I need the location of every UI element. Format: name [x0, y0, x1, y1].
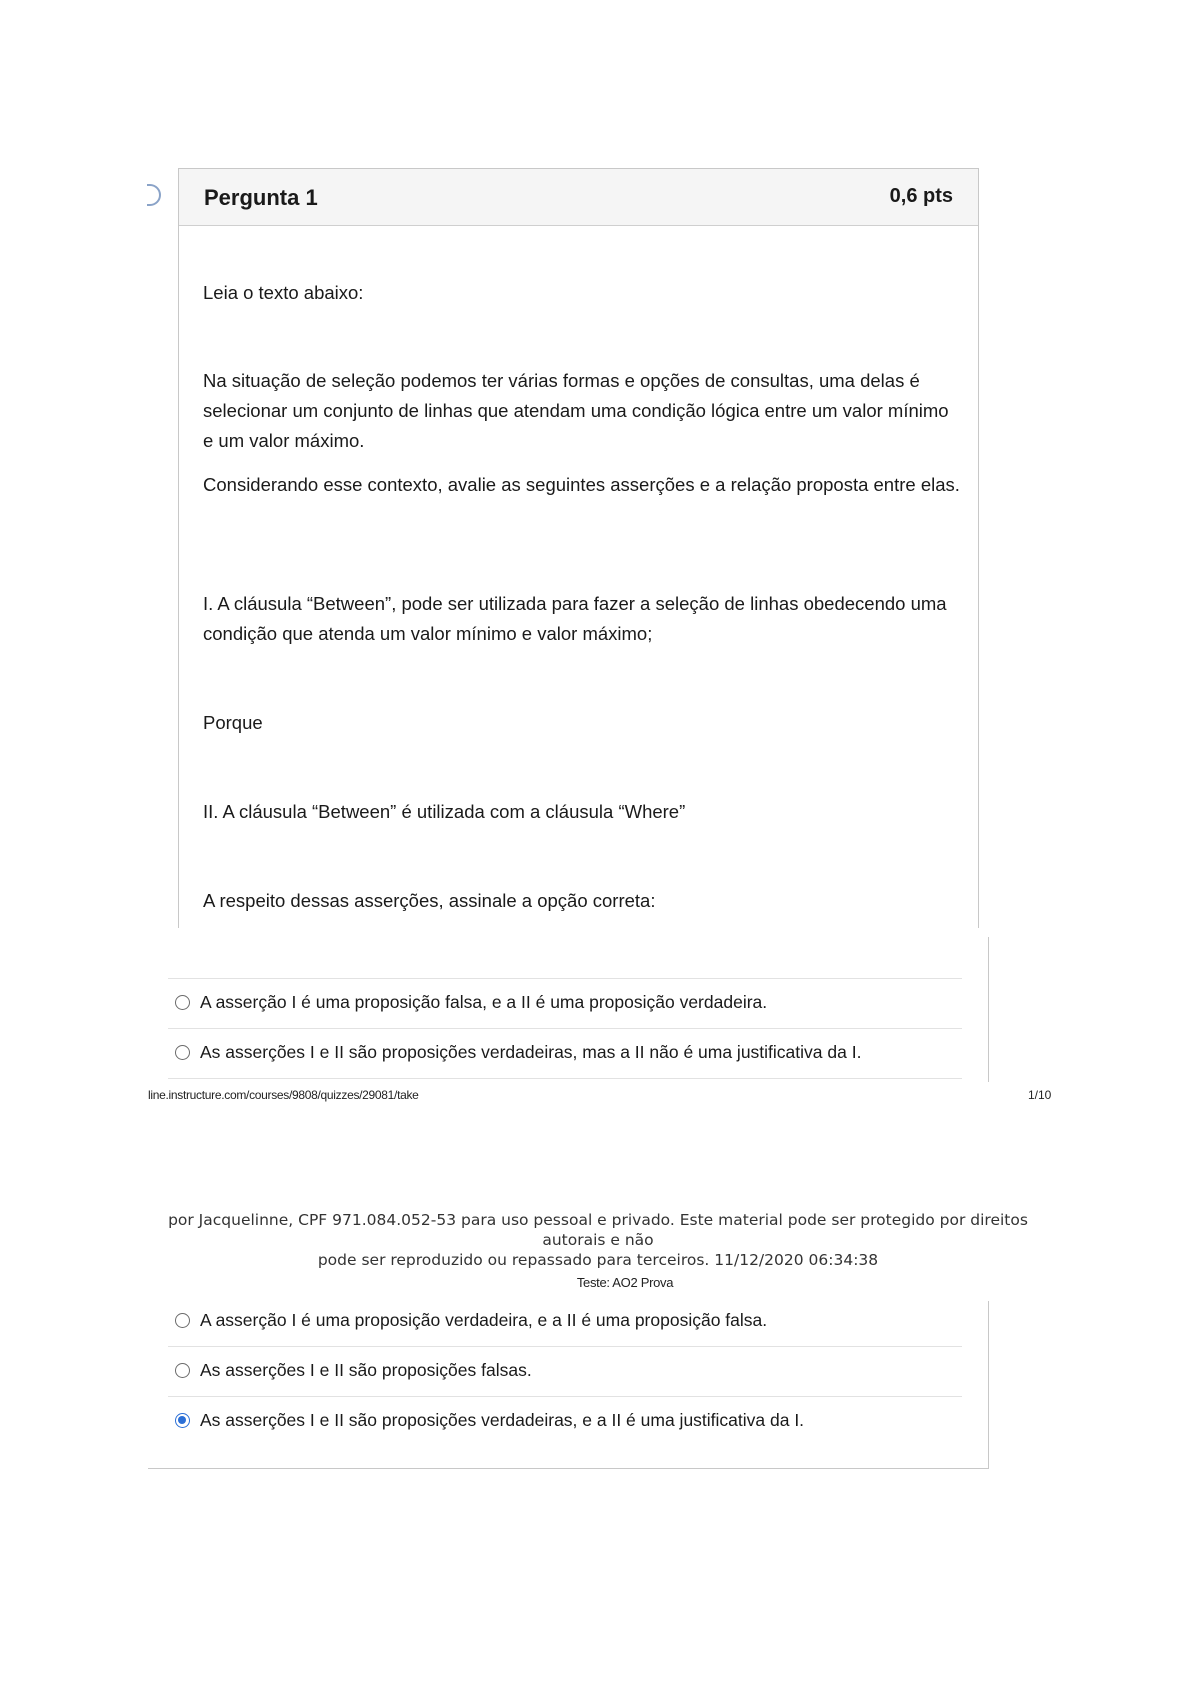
- option-divider: [168, 978, 962, 979]
- answer-option[interactable]: [175, 1305, 767, 1335]
- answer-option-label: As asserções I e II são proposições verdadeiras, e a II é uma justificativa da I.: [200, 1409, 805, 1430]
- radio-button-checked[interactable]: [175, 1413, 190, 1428]
- page-number: 1/10: [1028, 1088, 1052, 1102]
- watermark-line: por Jacquelinne, CPF 971.084.052-53 para uso pessoal e privado. Este material pode ser protegido por direitos autorais e não: [168, 1211, 1028, 1249]
- radio-button[interactable]: [175, 1313, 190, 1328]
- assertion-one: I. A cláusula “Between”, pode ser utilizada para fazer a seleção de linhas obedecendo uma condição que atenda um valor mínimo e valor máximo;: [203, 593, 947, 644]
- answer-option-label: As asserções I e II são proposições falsas.: [200, 1359, 532, 1380]
- question-paragraph: Leia o texto abaixo:: [203, 282, 364, 303]
- assertion-two: II. A cláusula “Between” é utilizada com a cláusula “Where”: [203, 801, 686, 822]
- page-url: line.instructure.com/courses/9808/quizzes/29081/take: [148, 1088, 419, 1102]
- answer-option-label: A asserção I é uma proposição verdadeira, e a II é uma proposição falsa.: [200, 1309, 768, 1330]
- copyright-watermark: [148, 1210, 1048, 1270]
- answer-option-label: A asserção I é uma proposição falsa, e a II é uma proposição verdadeira.: [200, 991, 768, 1012]
- question-points: 0,6 pts: [889, 185, 953, 207]
- answer-option[interactable]: [175, 987, 767, 1017]
- page-header: Teste: AO2 Prova: [576, 1275, 674, 1290]
- answer-option[interactable]: [175, 1355, 532, 1385]
- answer-option-label: As asserções I e II são proposições verdadeiras, mas a II não é uma justificativa da I.: [200, 1041, 862, 1062]
- option-divider: [168, 1028, 962, 1029]
- question-prompt: A respeito dessas asserções, assinale a opção correta:: [203, 890, 656, 911]
- question-title: Pergunta 1: [204, 185, 318, 210]
- question-paragraph: Considerando esse contexto, avalie as seguintes asserções e a relação proposta entre elas.: [203, 474, 960, 495]
- question-paragraph: Na situação de seleção podemos ter várias formas e opções de consultas, uma delas é selecionar um conjunto de linhas que atendam uma condição lógica entre um valor mínimo e um valor máximo.: [203, 370, 949, 451]
- answer-option[interactable]: [175, 1037, 861, 1067]
- radio-button[interactable]: [175, 1363, 190, 1378]
- question-header: [179, 169, 978, 226]
- watermark-line: pode ser reproduzido ou repassado para terceiros. 11/12/2020 06:34:38: [317, 1251, 879, 1269]
- option-divider: [168, 1396, 962, 1397]
- radio-button[interactable]: [175, 995, 190, 1010]
- radio-button[interactable]: [175, 1045, 190, 1060]
- flag-question-icon[interactable]: [147, 184, 161, 206]
- answers-border: [988, 937, 989, 1082]
- question-paragraph: Porque: [203, 712, 263, 733]
- answers-border: [988, 1301, 989, 1469]
- option-divider: [168, 1346, 962, 1347]
- answers-border: [148, 1468, 989, 1469]
- answer-option-selected[interactable]: [175, 1405, 804, 1435]
- option-divider: [168, 1078, 962, 1079]
